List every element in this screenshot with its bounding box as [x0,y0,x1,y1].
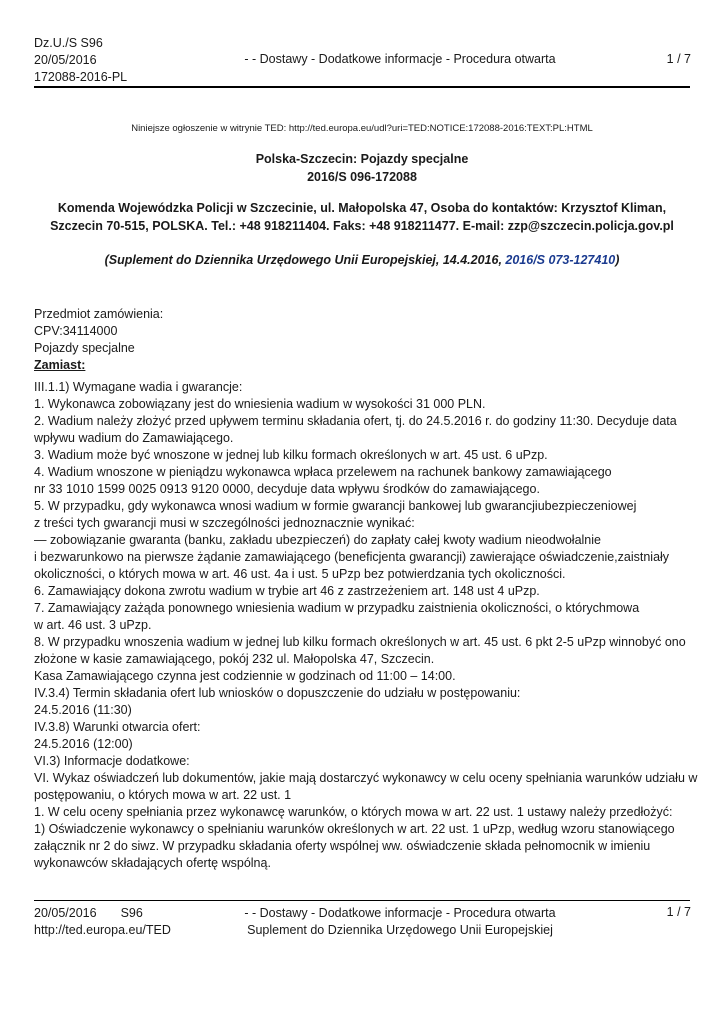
body-line: 1. W celu oceny spełniania przez wykonawcę warunków, o których mowa w art. 22 ust. 1 ustawy należy przedłożyć: [34,805,673,819]
authority-line-2: Szczecin 70-515, POLSKA. Tel.: +48 918211404. Faks: +48 918211477. E-mail: zzp@szczecin.policja.gov.pl [50,219,674,233]
contracting-authority [34,199,690,235]
body-line: III.1.1) Wymagane wadia i gwarancje: [34,380,243,394]
body-line: 1) Oświadczenie wykonawcy o spełnianiu warunków określonych w art. 22 ust. 1 uPzp, według wzoru stanowiącego [34,822,675,836]
supplement-reference [34,253,690,267]
body-line: nr 33 1010 1599 0025 0913 9120 0000, decyduje data wpływu środków do zamawiającego. [34,482,540,496]
body-line: VI. Wykaz oświadczeń lub dokumentów, jakie mają dostarczyć wykonawcy w celu oceny spełniania warunków udziału w [34,771,698,785]
header-page-number: 1 / 7 [666,52,691,66]
header-title: - - Dostawy - Dodatkowe informacje - Procedura otwarta [244,52,556,66]
body-line: 24.5.2016 (11:30) [34,703,132,717]
body-line: załącznik nr 2 do siwz. W przypadku składania oferty wspólnej ww. oświadczenie składa pełnomocnik w imieniu [34,839,651,853]
notice-body [34,306,698,872]
footer-title-line-2: Suplement do Dziennika Urzędowego Unii Europejskiej [247,923,553,937]
body-line: postępowaniu, o których mowa w art. 22 ust. 1 [34,788,292,802]
body-line: okoliczności, o których mowa w art. 46 ust. 4a i ust. 5 uPzp bez potwierdzania tych okoliczności. [34,567,566,581]
body-line: 8. W przypadku wnoszenia wadium w jednej lub kilku formach określonych w art. 45 ust. 6 pkt 2-5 uPzp winnobyć ono [34,635,686,649]
title-line-2: 2016/S 096-172088 [307,170,417,184]
notice-id: 172088-2016-PL [34,70,128,84]
body-line: 1. Wykonawca zobowiązany jest do wniesienia wadium w wysokości 31 000 PLN. [34,397,486,411]
body-line: 24.5.2016 (12:00) [34,737,133,751]
title-line-1: Polska-Szczecin: Pojazdy specjalne [255,152,469,166]
header-date: 20/05/2016 [34,53,97,67]
cpv-code: CPV:34114000 [34,324,118,338]
instead-label: Zamiast: [34,358,86,372]
body-line: IV.3.4) Termin składania ofert lub wniosków o dopuszczenie do udziału w postępowaniu: [34,686,521,700]
body-line: 6. Zamawiający dokona zwrotu wadium w trybie art 46 z zastrzeżeniem art. 148 ust 4 uPzp. [34,584,540,598]
body-line: 3. Wadium może być wnoszone w jednej lub kilku formach określonych w art. 45 ust. 6 uPzp. [34,448,548,462]
subject-label: Przedmiot zamówienia: [34,307,164,321]
body-line: złożone w kasie zamawiającego, pokój 232 ul. Małopolska 47, Szczecin. [34,652,435,666]
supplement-suffix: ) [615,253,620,267]
header-meta [34,35,127,86]
authority-line-1: Komenda Wojewódzka Policji w Szczecinie, ul. Małopolska 47, Osoba do kontaktów: Krzysztof Kliman, [57,201,667,215]
body-line: w art. 46 ust. 3 uPzp. [34,618,152,632]
footer-url[interactable]: http://ted.europa.eu/TED [34,923,171,937]
ted-notice-link[interactable]: Niniejsze ogłoszenie w witrynie TED: http://ted.europa.eu/udl?uri=TED:NOTICE:172088-2016:TEXT:PL:HTML [131,123,593,134]
body-line: IV.3.8) Warunki otwarcia ofert: [34,720,201,734]
journal-ref: Dz.U./S S96 [34,36,103,50]
footer-title-line-1: - - Dostawy - Dodatkowe informacje - Procedura otwarta [244,906,556,920]
body-line: wykonawców składających ofertę wspólną. [34,856,271,870]
body-line: 4. Wadium wnoszone w pieniądzu wykonawca wpłaca przelewem na rachunek bankowy zamawiającego [34,465,612,479]
body-line: 2. Wadium należy złożyć przed upływem terminu składania ofert, tj. do 24.5.2016 r. do godziny 11:30. Decyduje data [34,414,677,428]
notice-title [34,150,690,186]
footer-rule [34,900,690,901]
supplement-prefix: (Suplement do Dziennika Urzędowego Unii Europejskiej, 14.4.2016, [104,253,506,267]
footer-meta [34,905,171,939]
footer-title [190,905,610,939]
body-line: VI.3) Informacje dodatkowe: [34,754,190,768]
body-line: — zobowiązanie gwaranta (banku, zakładu ubezpieczeń) do zapłaty całej kwoty wadium nieodwołalnie [34,533,601,547]
supplement-link[interactable]: 2016/S 073-127410 [505,253,616,267]
body-lines [34,379,698,872]
footer-date: 20/05/2016 [34,906,97,920]
footer-page-number: 1 / 7 [666,905,691,919]
body-line: 5. W przypadku, gdy wykonawca wnosi wadium w formie gwarancji bankowej lub gwarancjiubezpieczeniowej [34,499,637,513]
body-line: Kasa Zamawiającego czynna jest codziennie w godzinach od 11:00 – 14:00. [34,669,456,683]
body-line: i bezwarunkowo na pierwsze żądanie zamawiającego (beneficjenta gwarancji) zawierające oświadczenie,zaistniały [34,550,670,564]
header-rule [34,86,690,88]
body-line: z treści tych gwarancji musi w szczególności jednoznacznie wynikać: [34,516,415,530]
footer-series: S96 [120,906,143,920]
body-line: wpływu wadium do Zamawiającego. [34,431,234,445]
body-line: 7. Zamawiający zażąda ponownego wniesienia wadium w przypadku zaistnienia okoliczności, o którychmowa [34,601,640,615]
subject-text: Pojazdy specjalne [34,341,135,355]
